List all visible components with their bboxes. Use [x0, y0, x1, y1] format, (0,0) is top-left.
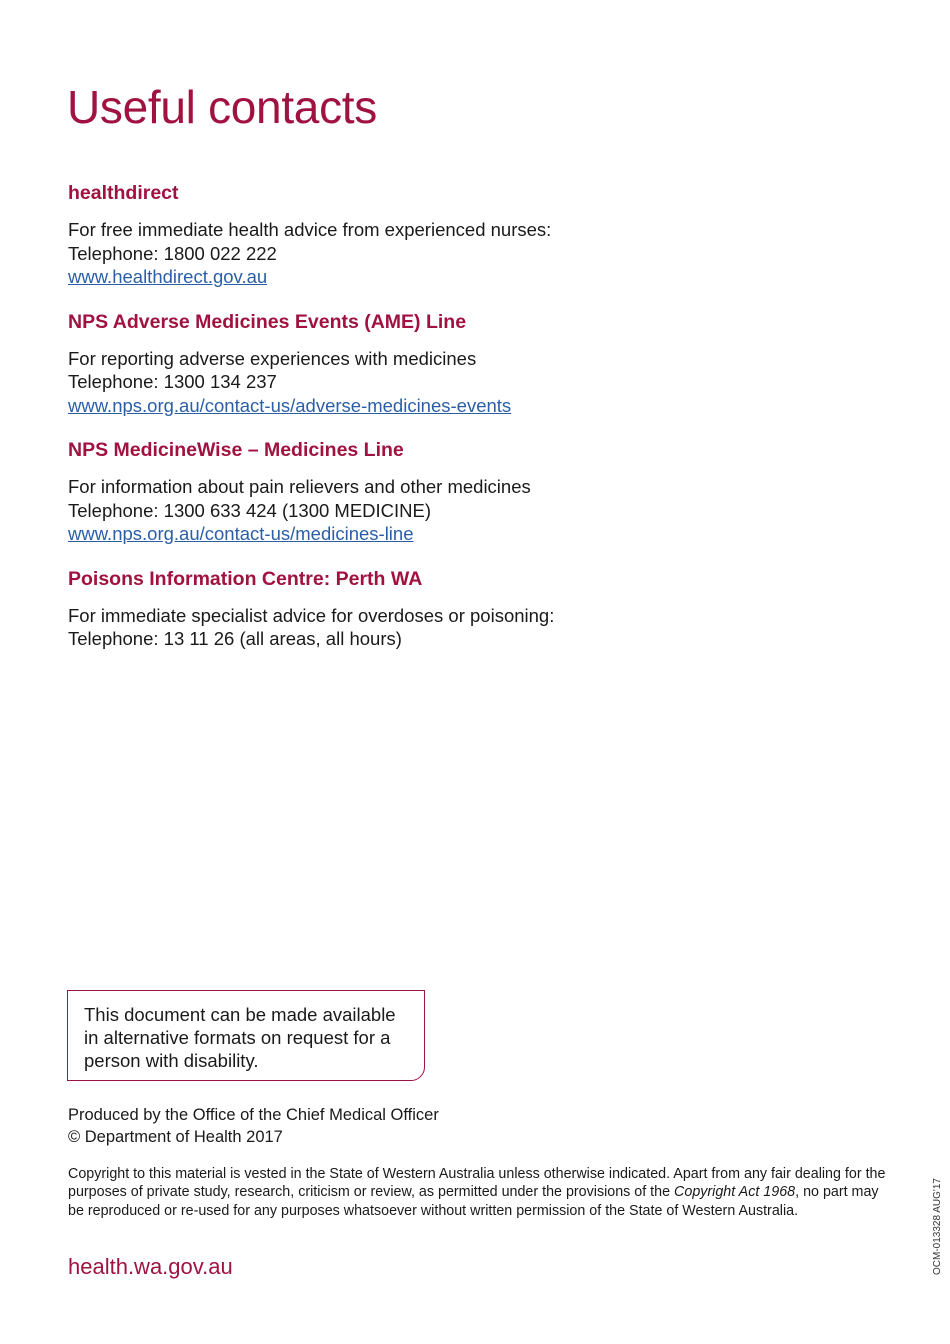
- contacts-list: [68, 180, 888, 671]
- website-link[interactable]: health.wa.gov.au: [68, 1254, 233, 1279]
- contact-nps-medicines-line: [68, 437, 888, 546]
- nps-medicines-line-link[interactable]: www.nps.org.au/contact-us/medicines-line: [68, 523, 414, 544]
- contact-description: For free immediate health advice from experienced nurses:: [68, 219, 552, 240]
- contact-telephone: Telephone: 1300 633 424 (1300 MEDICINE): [68, 499, 432, 521]
- contact-poisons-information: [68, 566, 888, 651]
- document-code: OCM-013328 AUG'17: [932, 1178, 943, 1275]
- copyright-statement: [68, 1165, 888, 1220]
- page-title: Useful contacts: [67, 81, 377, 133]
- contact-telephone: Telephone: 1800 022 222: [68, 242, 277, 264]
- accessibility-notice-text: This document can be made available in alternative formats on request for a person with disability.: [84, 1004, 396, 1071]
- contact-description: For reporting adverse experiences with medicines: [68, 347, 477, 369]
- nps-ame-link[interactable]: www.nps.org.au/contact-us/adverse-medicines-events: [68, 394, 512, 416]
- contact-nps-ame: [68, 309, 888, 418]
- copyright-line: © Department of Health 2017: [68, 1128, 283, 1146]
- produced-by: [68, 1104, 439, 1148]
- contact-description: For information about pain relievers and other medicines: [68, 476, 531, 497]
- contact-heading: NPS Adverse Medicines Events (AME) Line: [68, 310, 467, 333]
- contact-telephone: Telephone: 1300 134 237: [68, 371, 277, 392]
- copyright-text-part1: Copyright to this material is vested in the State of Western Australia unless otherwise indicated. Apart from any fair dealing for the purposes of private study, research, criticism or review, as permitted under the provisions of the: [68, 1166, 886, 1201]
- contact-heading: Poisons Information Centre: Perth WA: [68, 567, 423, 590]
- healthdirect-link[interactable]: www.healthdirect.gov.au: [68, 266, 268, 287]
- copyright-act: Copyright Act 1968: [674, 1184, 796, 1201]
- accessibility-notice: [67, 990, 425, 1081]
- produced-by-text: Produced by the Office of the Chief Medical Officer: [68, 1106, 439, 1124]
- copyright-text-part2: , no part may be reproduced or re-used for any purposes whatsoever without written permission of the State of Western Australia.: [68, 1184, 879, 1219]
- contact-heading: NPS MedicineWise – Medicines Line: [68, 439, 404, 461]
- contact-telephone: Telephone: 13 11 26 (all areas, all hours): [68, 628, 402, 649]
- contact-heading: healthdirect: [68, 182, 179, 204]
- contact-healthdirect: [68, 180, 888, 289]
- contact-description: For immediate specialist advice for overdoses or poisoning:: [68, 604, 555, 626]
